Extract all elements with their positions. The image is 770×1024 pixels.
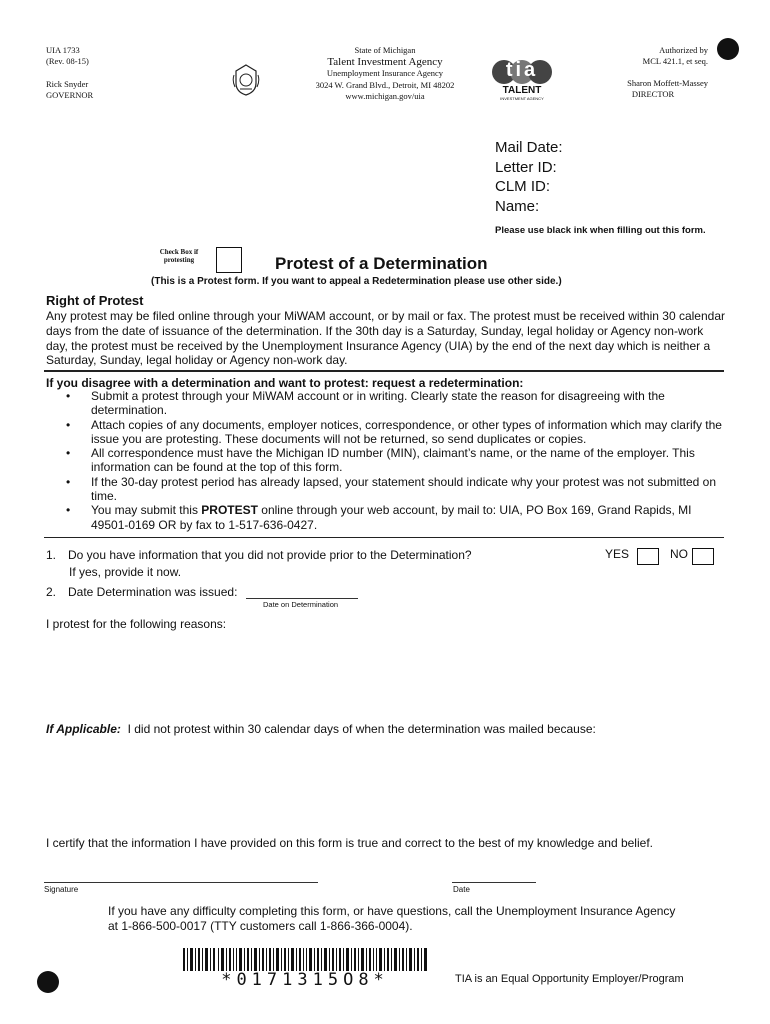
q1-number: 1. (46, 548, 57, 562)
q1-subtext: If yes, provide it now. (69, 565, 182, 579)
form-title: Protest of a Determination (275, 254, 488, 273)
applicable-label: If Applicable: (46, 722, 121, 736)
header-right (590, 45, 708, 100)
authorized-by: Authorized by (659, 45, 708, 55)
instruction-item (46, 503, 726, 532)
instruction-item: • All correspondence must have the Michigan ID number (MIN), claimant’s name, or the name of the employer. This information can be found at the top of this form. (46, 446, 726, 475)
date-label: Date (453, 885, 470, 894)
registration-mark-top (717, 38, 739, 60)
divider-2 (44, 537, 724, 538)
eeo-text: TIA is an Equal Opportunity Employer/Program (455, 973, 684, 985)
instruction-list (46, 389, 726, 532)
name-label: Name: (495, 197, 540, 215)
tia-logo-sub: INVESTMENT AGENCY (500, 96, 544, 101)
registration-mark-bottom (37, 971, 59, 993)
bullet5-bold: PROTEST (201, 503, 258, 518)
applicable-line (46, 722, 596, 737)
disagree-heading: If you disagree with a determination and want to protest: request a redetermination: (46, 376, 524, 390)
agency-name: Talent Investment Agency (327, 55, 443, 68)
date-issued-field[interactable] (246, 598, 358, 599)
instruction-item: • Attach copies of any documents, employer notices, correspondence, or other types of information which may clarify the issue you are protesting. These documents will not be returned, so send duplicates or copies. (46, 418, 726, 447)
q1-text: Do you have information that you did not provide prior to the Determination? (68, 548, 472, 562)
letter-id-label: Letter ID: (495, 158, 557, 176)
date-issued-caption: Date on Determination (263, 600, 339, 609)
signature-field[interactable] (44, 882, 318, 883)
form-id: UIA 1733 (46, 45, 80, 55)
governor-name: Rick Snyder (46, 79, 89, 89)
right-of-protest-text: Any protest may be filed online through your MiWAM account, or by mail or fax. The protest must be received within 30 calendar days from the date of issuance of the determination. If the 30th day is a Saturday, Sunday, legal holiday or Agency non-work day, the protest must be received by the Unemployment Insurance Agency (UIA) by the end of the next day which is neither a Saturday, Sunday, legal holiday or Agency non-work day. (46, 309, 725, 368)
bullet5-post: online through your web account, by mail to: UIA, PO Box 169, Grand Rapids, MI 49501-0169 OR by fax to 1-517-636-0427. (91, 503, 692, 532)
form-subtitle: (This is a Protest form. If you want to appeal a Redetermination please use other side.) (151, 276, 562, 287)
check-box-label (150, 248, 208, 264)
no-label: NO (670, 547, 688, 561)
certify-text: I certify that the information I have provided on this form is true and correct to the best of my knowledge and belief. (46, 836, 653, 850)
michigan-seal-icon (232, 63, 260, 97)
director-name: Sharon Moffett-Massey (627, 78, 708, 88)
tia-logo-word: TALENT (502, 85, 542, 96)
clm-id-label: CLM ID: (495, 178, 551, 195)
header-center (270, 45, 500, 103)
mail-info (495, 138, 563, 216)
help-text: If you have any difficulty completing this form, or have questions, call the Unemployment Insurance Agency at 1-866-500-0017 (TTY customers call 1-866-366-0004). (108, 904, 676, 933)
barcode-number: *0171315O8* (221, 970, 389, 990)
form-revision: (Rev. 08-15) (46, 56, 89, 66)
protest-checkbox[interactable] (216, 247, 242, 273)
tia-logo (490, 57, 554, 103)
q2-text: Date Determination was issued: (68, 585, 238, 599)
late-reason-field[interactable] (46, 740, 726, 830)
authority: MCL 421.1, et seq. (642, 56, 708, 66)
applicable-text: I did not protest within 30 calendar days of when the determination was mailed because: (127, 722, 596, 736)
division-name: Unemployment Insurance Agency (326, 68, 444, 78)
reasons-field[interactable] (46, 636, 726, 716)
header-left (46, 45, 93, 101)
check-label-line-1: Check Box if (159, 248, 199, 256)
reasons-label: I protest for the following reasons: (46, 617, 227, 631)
director-title: DIRECTOR (631, 89, 675, 99)
right-of-protest-heading: Right of Protest (46, 293, 144, 308)
mail-date-label: Mail Date: (495, 139, 563, 156)
divider-1 (44, 370, 724, 372)
q2-number: 2. (46, 585, 57, 599)
governor-title: GOVERNOR (46, 90, 94, 100)
instruction-item: • Submit a protest through your MiWAM account or in writing. Clearly state the reason for disagreeing with the determination. (46, 389, 726, 418)
no-checkbox[interactable] (692, 548, 714, 565)
check-label-line-2: protesting (163, 256, 195, 264)
yes-checkbox[interactable] (637, 548, 659, 565)
barcode-icon (183, 948, 427, 971)
agency-address: 3024 W. Grand Blvd., Detroit, MI 48202 (315, 79, 455, 90)
bullet5-pre: You may submit this (91, 503, 202, 518)
tia-logo-text: tia (505, 59, 539, 81)
ink-note: Please use black ink when filling out this form. (495, 225, 706, 236)
date-field[interactable] (452, 882, 536, 883)
state-name: State of Michigan (354, 45, 416, 55)
yes-label: YES (605, 547, 630, 561)
signature-label: Signature (44, 885, 79, 894)
instruction-item: • If the 30-day protest period has already lapsed, your statement should indicate why your protest was not submitted on time. (46, 475, 726, 504)
agency-website: www.michigan.gov/uia (345, 91, 425, 101)
